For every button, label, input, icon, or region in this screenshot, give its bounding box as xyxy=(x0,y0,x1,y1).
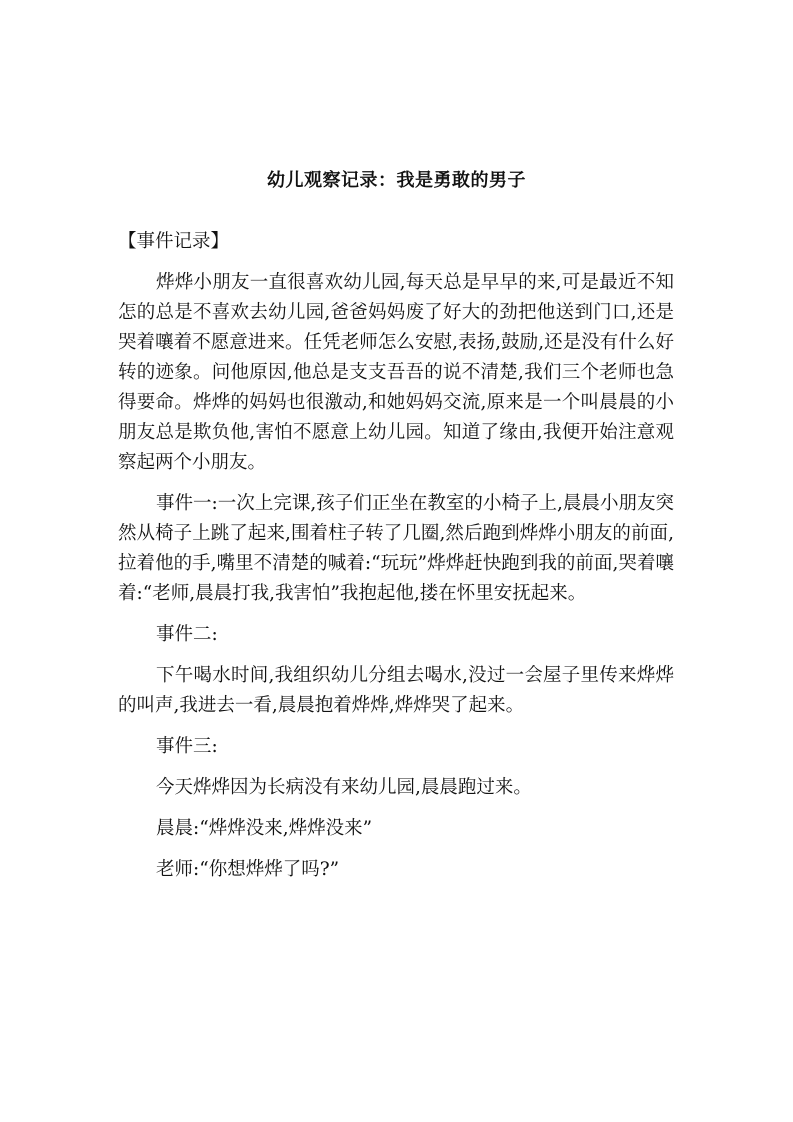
document-title: 幼儿观察记录：我是勇敢的男子 xyxy=(267,170,526,191)
document-body xyxy=(118,227,674,896)
paragraph-event-three-text: 今天烨烨因为长病没有来幼儿园,晨晨跑过来。 xyxy=(156,777,532,798)
paragraph-dialogue-teacher: 老师:“你想烨烨了吗?” xyxy=(156,859,340,880)
paragraph-event-three-label: 事件三: xyxy=(156,736,218,757)
paragraph-event-two-label: 事件二: xyxy=(156,624,218,645)
paragraph-background: 烨烨小朋友一直很喜欢幼儿园,每天总是早早的来,可是最近不知怎的总是不喜欢去幼儿园,爸爸妈妈废了好大的劲把他送到门口,还是哭着嚷着不愿意进来。任凭老师怎么安慰,表扬,鼓励,还是没有什么好转的迹象。问他原因,他总是支支吾吾的说不清楚,我们三个老师也急得要命。烨烨的妈妈也很激动,和她妈妈交流,原来是一个叫晨晨的小朋友总是欺负他,害怕不愿意上幼儿园。知道了缘由,我便开始注意观察起两个小朋友。 xyxy=(118,272,674,473)
section-heading: 【事件记录】 xyxy=(118,231,230,252)
paragraph-event-two-text: 下午喝水时间,我组织幼儿分组去喝水,没过一会屋子里传来烨烨的叫声,我进去一看,晨晨抱着烨烨,烨烨哭了起来。 xyxy=(118,665,674,716)
paragraph-dialogue-chenchen: 晨晨:“烨烨没来,烨烨没来” xyxy=(156,818,373,839)
paragraph-event-one: 事件一:一次上完课,孩子们正坐在教室的小椅子上,晨晨小朋友突然从椅子上跳了起来,围着柱子转了几圈,然后跑到烨烨小朋友的前面,拉着他的手,嘴里不清楚的喊着:“玩玩”烨烨赶快跑到我的前面,哭着嚷着:“老师,晨晨打我,我害怕”我抱起他,搂在怀里安抚起来。 xyxy=(118,493,674,604)
